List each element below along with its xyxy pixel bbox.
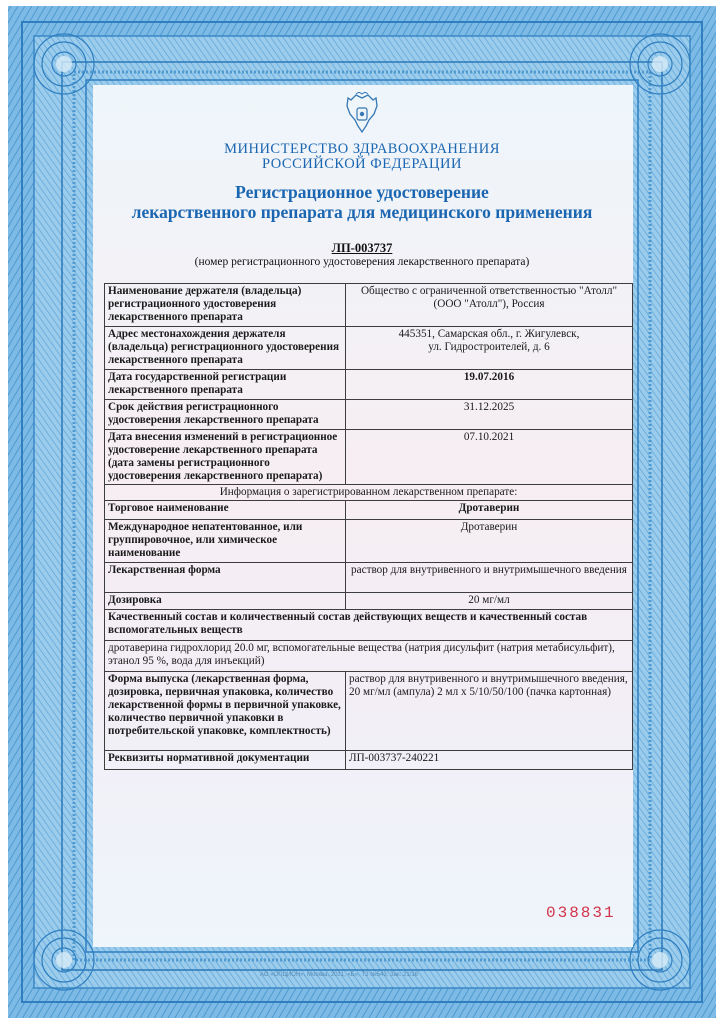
table-row-dosage [105, 593, 633, 610]
table-row-composition-value [105, 641, 633, 672]
trade-name-value: Дротаверин [346, 501, 633, 520]
table-row-trade-name [105, 501, 633, 520]
release-form-value: раствор для внутривенного и внутримышечного введения, 20 мг/мл (ампула) 2 мл x 5/10/50/100 (пачка картонная) [346, 672, 633, 751]
table-row-reg-date [105, 370, 633, 400]
dosage-form-value: раствор для внутривенного и внутримышечного введения [346, 563, 633, 593]
validity-value: 31.12.2025 [346, 400, 633, 430]
reg-date-label: Дата государственной регистрации лекарственного препарата [105, 370, 346, 400]
trade-name-label: Торговое наименование [105, 501, 346, 520]
composition-value: дротаверина гидрохлорид 20.0 мг, вспомогательные вещества (натрия дисульфит (натрия метабисульфит), этанол 95 %, вода для инъекций) [105, 641, 633, 672]
normative-doc-label: Реквизиты нормативной документации [105, 751, 346, 770]
composition-label: Качественный состав и количественный состав действующих веществ и качественный состав вспомогательных веществ [105, 610, 633, 641]
coat-of-arms-icon [343, 92, 381, 138]
address-label: Адрес местонахождения держателя (владельца) регистрационного удостоверения лекарственного препарата [105, 327, 346, 370]
table-row-normative-doc [105, 751, 633, 770]
validity-label: Срок действия регистрационного удостоверения лекарственного препарата [105, 400, 346, 430]
address-line2: ул. Гидростроителей, д. 6 [428, 341, 550, 353]
inn-label: Международное непатентованное, или группировочное, или химическое наименование [105, 520, 346, 563]
address-line1: 445351, Самарская обл., г. Жигулевск, [398, 328, 580, 340]
info-header: Информация о зарегистрированном лекарственном препарате: [105, 485, 633, 501]
document-title-line1: Регистрационное удостоверение [235, 182, 489, 202]
table-row-address [105, 327, 633, 370]
holder-value: Общество с ограниченной ответственностью "Атолл" (ООО "Атолл"), Россия [346, 284, 633, 327]
change-date-label: Дата внесения изменений в регистрационное удостоверение лекарственного препарата (дата замены регистрационного удостоверения лекарственного препарата) [105, 430, 346, 485]
table-row-validity [105, 400, 633, 430]
table-row-release-form [105, 672, 633, 751]
ministry-name-line2: РОССИЙСКОЙ ФЕДЕРАЦИИ [262, 156, 462, 172]
table-row-info-header [105, 485, 633, 501]
registration-number-caption: (номер регистрационного удостоверения лекарственного препарата) [194, 256, 530, 268]
release-form-label: Форма выпуска (лекарственная форма, дозировка, первичная упаковка, количество лекарственной формы в первичной упаковке, количество первичной упаковки в потребительской упаковке, комплектность) [105, 672, 346, 751]
document-title-line2: лекарственного препарата для медицинского применения [131, 202, 593, 222]
printer-mark: АО «ОПЦИОН», Москва, 2021, «Б», ТЗ №543, Зак. 21/16 [260, 972, 418, 978]
dosage-label: Дозировка [105, 593, 346, 610]
certificate-table [104, 283, 633, 770]
dosage-form-label: Лекарственная форма [105, 563, 346, 593]
change-date-value: 07.10.2021 [346, 430, 633, 485]
reg-date-value: 19.07.2016 [346, 370, 633, 400]
table-row-dosage-form [105, 563, 633, 593]
serial-number: 038831 [546, 904, 616, 922]
normative-doc-value: ЛП-003737-240221 [346, 751, 633, 770]
registration-number: ЛП-003737 [331, 241, 393, 255]
table-row-inn [105, 520, 633, 563]
table-row-holder [105, 284, 633, 327]
ministry-name-line1: МИНИСТЕРСТВО ЗДРАВООХРАНЕНИЯ [224, 141, 500, 157]
table-row-composition-label [105, 610, 633, 641]
table-row-change-date [105, 430, 633, 485]
inn-value: Дротаверин [346, 520, 633, 563]
holder-label: Наименование держателя (владельца) регистрационного удостоверения лекарственного препарата [105, 284, 346, 327]
dosage-value: 20 мг/мл [346, 593, 633, 610]
address-value [346, 327, 633, 370]
